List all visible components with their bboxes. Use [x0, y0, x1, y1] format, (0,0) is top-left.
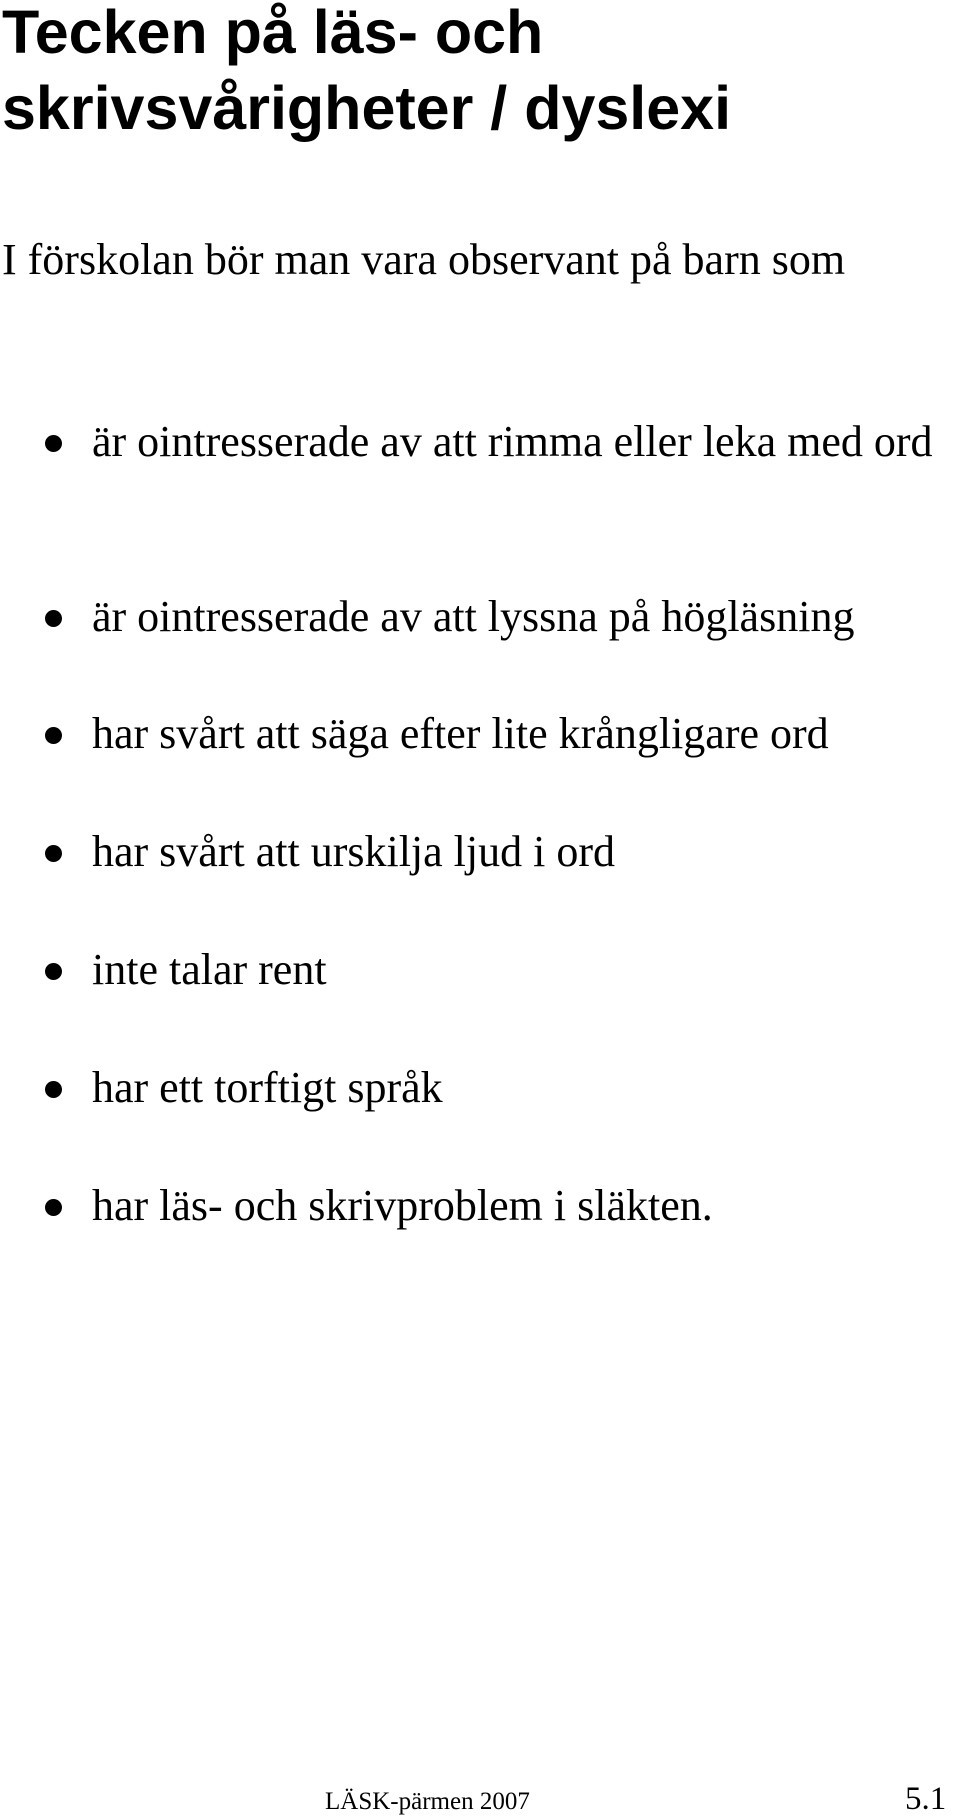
list-item-text: har svårt att urskilja ljud i ord	[92, 827, 615, 876]
list-item-text: har läs- och skrivproblem i släkten.	[92, 1181, 713, 1230]
bullet-icon	[45, 1081, 62, 1098]
list-item-text: är ointresserade av att rimma eller leka med ord	[92, 417, 933, 466]
list-item-text: har svårt att säga efter lite krångligare ord	[92, 709, 829, 758]
bullet-icon	[45, 1199, 62, 1216]
footer-source: LÄSK-pärmen 2007	[325, 1788, 530, 1815]
bullet-icon	[45, 727, 62, 744]
page-number: 5.1	[905, 1781, 947, 1817]
page-title: Tecken på läs- och skrivsvårigheter / dyslexi	[2, 0, 732, 142]
list-item-text: inte talar rent	[92, 945, 327, 994]
bullet-icon	[45, 845, 62, 862]
list-item-text: är ointresserade av att lyssna på högläsning	[92, 592, 855, 641]
intro-paragraph: I förskolan bör man vara observant på barn som	[2, 235, 846, 284]
list-item-text: har ett torftigt språk	[92, 1063, 443, 1112]
bullet-icon	[45, 610, 62, 627]
bullet-icon	[45, 435, 62, 452]
bullet-icon	[45, 963, 62, 980]
